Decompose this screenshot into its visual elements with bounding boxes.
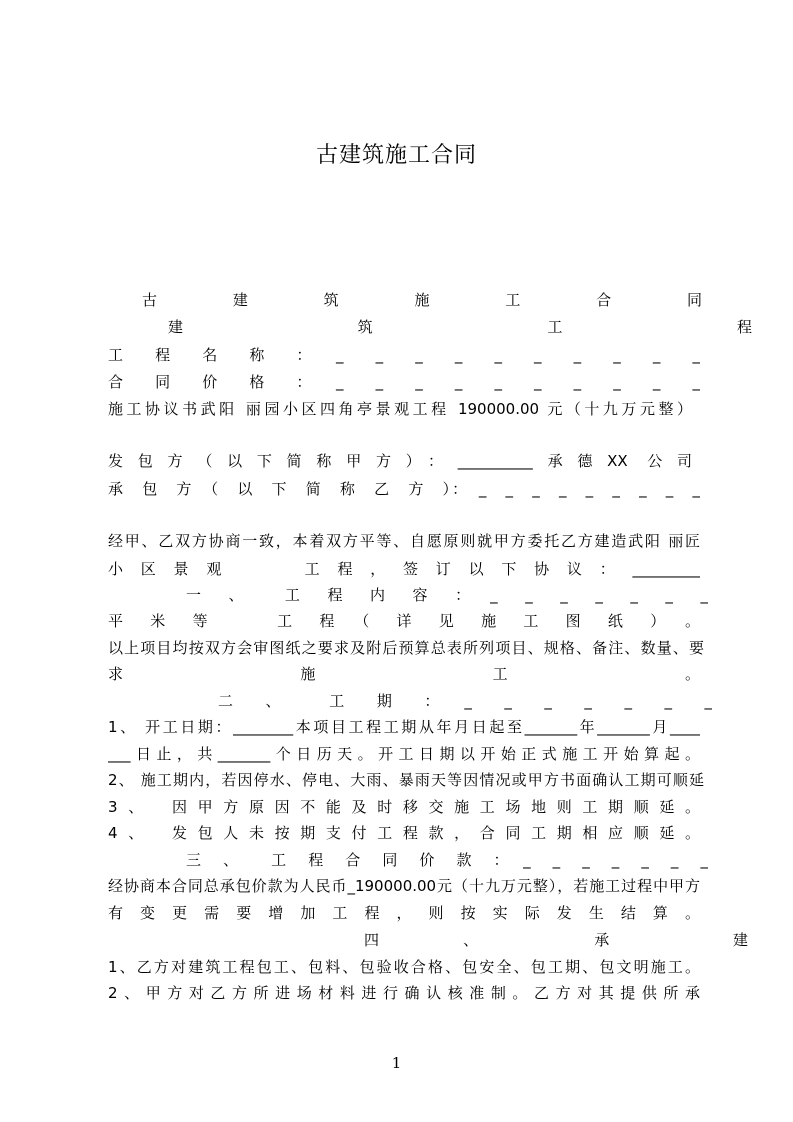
doc-line-20: 三 、 工 程 合 同 价 款 ： _ _ _ _ _ _ _ (186, 851, 708, 869)
page-number: 1 (391, 1054, 402, 1072)
doc-line-10: 一 、 工 程 内 容 ： _ _ _ _ _ _ _ (186, 586, 708, 604)
doc-line-17: 2、 施工期内，若因停水、停电、大雨、暴雨天等因情况或甲方书面确认工期可顺延 (108, 771, 704, 789)
doc-line-16: ___日止，共_______个日历天。开工日期以开始正式施工开始算起。 (108, 745, 700, 763)
doc-line-5: 施工协议书武阳 丽园小区四角亭景观工程 190000.00 元（十九万元整） (108, 400, 692, 418)
doc-line-13: 求 施 工 。 (108, 665, 700, 683)
document-title: 古建筑施工合同 (315, 143, 477, 168)
doc-line-8: 经甲、乙双方协商一致，本着双方平等、自愿原则就甲方委托乙方建造武阳 丽匠 (108, 532, 700, 550)
doc-line-3: 工 程 名 称 ： _ _ _ _ _ _ _ _ _ _ (108, 346, 700, 364)
doc-line-9: 小区景观 工程，签订以下协议：_________ (108, 560, 700, 578)
doc-line-14: 二 、 工 期 ： _ _ _ _ _ _ _ (218, 692, 712, 710)
doc-line-19: 4、 发包人未按期支付工程款，合同工期相应顺延。 (108, 824, 700, 842)
doc-line-24: 1、乙方对建筑工程包工、包料、包验收合格、包安全、包工期、包文明施工。 (108, 958, 700, 976)
doc-line-4: 合 同 价 格 ： _ _ _ _ _ _ _ _ _ _ (108, 373, 700, 391)
doc-line-7: 承 包 方 （ 以 下 简 称 乙 方 ）： _ _ _ _ _ _ _ _ _ (108, 480, 700, 498)
doc-line-6: 发包方（以下简称甲方）：__________承德XX 公司 (108, 452, 692, 470)
doc-line-22: 有变更需要增加工程，则按实际发生结算。 (108, 904, 700, 922)
doc-line-18: 3、 因甲方原因不能及时移交施工场地则工期顺延。 (108, 798, 700, 816)
doc-line-12: 以上项目均按双方会审图纸之要求及附后预算总表所列项目、规格、备注、数量、要 (108, 639, 704, 657)
doc-line-2: 建 筑 工 程 (168, 318, 752, 336)
doc-line-11: 平 米 等 工 程 （ 详 见 施 工 图 纸 ） 。 (108, 612, 700, 630)
doc-line-15: 1、 开工日期：________本项目工程工期从年月日起至_______年_______月____ (108, 718, 700, 736)
doc-line-21: 经协商本合同总承包价款为人民币_190000.00元（十九万元整），若施工过程中甲方 (108, 877, 700, 895)
doc-line-1: 古 建 筑 施 工 合 同 (142, 291, 702, 309)
doc-line-23: 四 、 承 建 (364, 931, 748, 949)
doc-line-25: 2、甲方对乙方所进场材料进行确认核准制。乙方对其提供所承 (108, 984, 700, 1002)
